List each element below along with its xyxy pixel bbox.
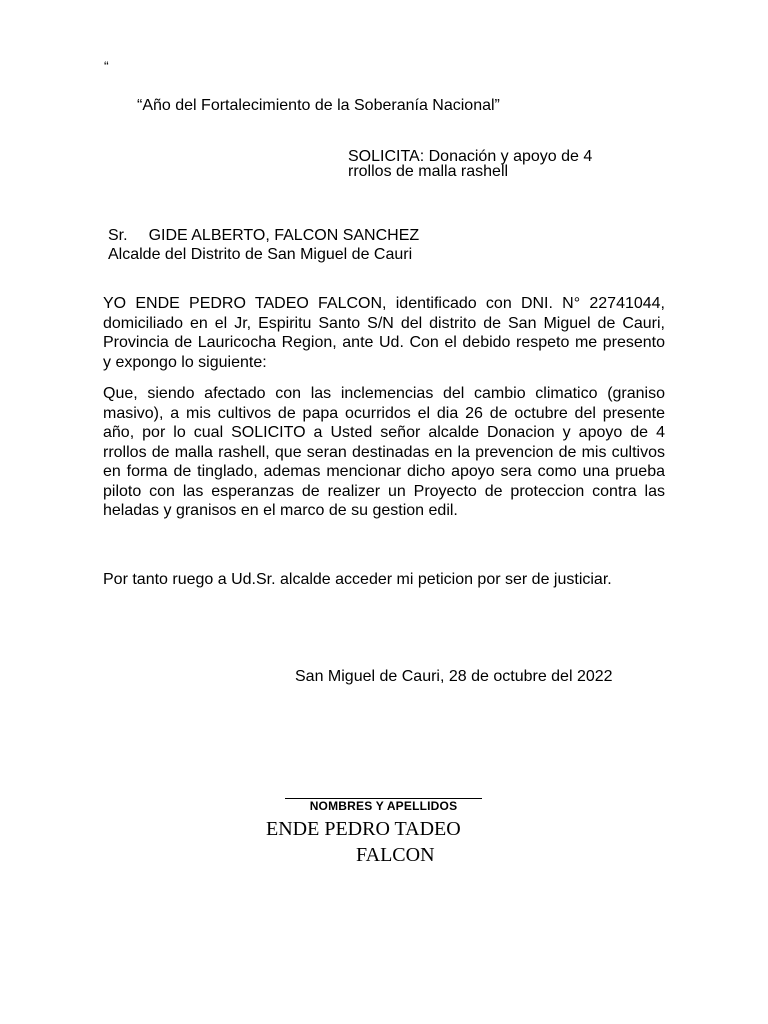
signature-name-line-2: FALCON <box>356 844 435 866</box>
subject-line-2: rrollos de malla rashell <box>348 163 509 180</box>
paragraph-intro: YO ENDE PEDRO TADEO FALCON, identificado con DNI. N° 22741044, domiciliado en el Jr, Espiritu Santo S/N del distrito de San Miguel de Cauri, Provincia de Lauricocha Region, ante Ud. Con el debido respeto me presento y expongo lo siguiente: <box>103 295 665 371</box>
addressee-title: Sr. <box>108 227 128 244</box>
place-and-date: San Miguel de Cauri, 28 de octubre del 2022 <box>295 668 613 685</box>
subject-line-1: SOLICITA: Donación y apoyo de 4 <box>348 148 593 165</box>
subject-block <box>348 149 638 179</box>
addressee-name-row <box>108 226 419 245</box>
addressee-name: GIDE ALBERTO, FALCON SANCHEZ <box>148 227 420 244</box>
addressee-block <box>108 226 419 264</box>
signature-caption: NOMBRES Y APELLIDOS <box>309 799 458 813</box>
paragraph-closing: Por tanto ruego a Ud.Sr. alcalde acceder mi peticion por ser de justiciar. <box>103 571 612 588</box>
addressee-role: Alcalde del Distrito de San Miguel de Cauri <box>108 246 413 263</box>
signature-name <box>266 816 498 868</box>
opening-quote-mark: “ <box>104 58 109 74</box>
paragraph-request: Que, siendo afectado con las inclemencias del cambio climatico (graniso masivo), a mis cultivos de papa ocurridos el dia 26 de octubre del presente año, por lo cual SOLICITO a Usted señor alcalde Donacion y apoyo de 4 rrollos de malla rashell, que seran destinadas en la prevencion de mis cultivos en forma de tinglado, ademas mencionar dicho apoyo sera como una prueba piloto con las esperanzas de realizer un Proyecto de proteccion contra las heladas y granisos en el marco de su gestion edil. <box>103 385 665 519</box>
signature-name-line-1: ENDE PEDRO TADEO <box>266 818 461 840</box>
year-motto: “Año del Fortalecimiento de la Soberanía Nacional” <box>137 97 500 114</box>
